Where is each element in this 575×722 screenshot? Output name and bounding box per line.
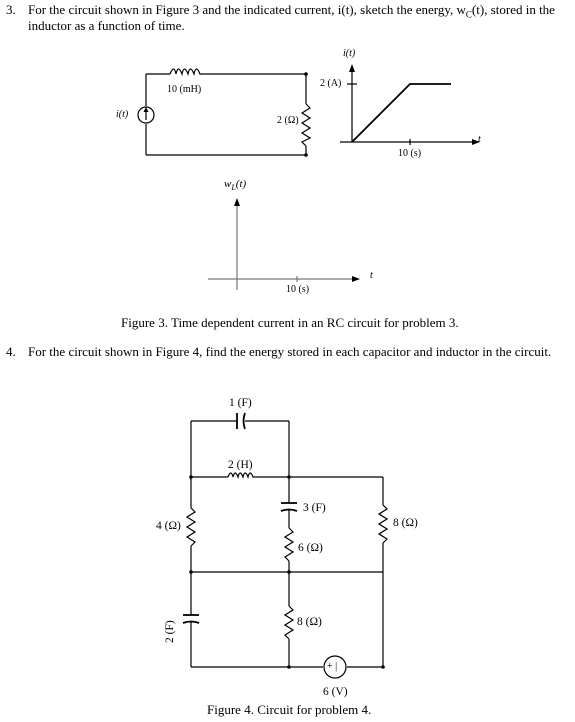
figure4-inductor-coil xyxy=(228,473,257,477)
figure4-cap-1f-label: 1 (F) xyxy=(229,397,252,409)
figure4-capacitor-3f xyxy=(281,503,297,511)
problem3-line1-start: For the circuit shown in Figure 3 and the indicated current, i(t), sketch the energy, w xyxy=(28,2,466,17)
figure4-cap-2f-label: 2 (F) xyxy=(164,620,176,643)
figure4-capacitor-2f xyxy=(183,615,199,623)
problem3-line1-end: (t), stored in the xyxy=(471,2,555,17)
figure3-source-label: i(t) xyxy=(116,109,129,120)
problem4-text: For the circuit shown in Figure 4, find the energy stored in each capacitor and inductor in the circuit. xyxy=(28,344,552,359)
problem4-number: 4. xyxy=(6,344,16,359)
energy-plot-y-label-w: w xyxy=(224,178,232,190)
figure3-caption: Figure 3. Time dependent current in an RC circuit for problem 3. xyxy=(121,315,459,330)
energy-plot-x-tick-label: 10 (s) xyxy=(286,284,310,295)
energy-plot-x-label: t xyxy=(370,270,373,281)
figure4-resistor-4ohm xyxy=(187,508,195,546)
figure4-source-sign: + | xyxy=(327,661,338,672)
figure3-inductor-label: 10 (mH) xyxy=(167,84,202,95)
current-plot-x-label: t xyxy=(478,134,481,145)
figure4-source-label: 6 (V) xyxy=(323,686,348,698)
current-plot-y-label: i(t) xyxy=(343,48,356,59)
problem3-line1-subscript: C xyxy=(465,9,472,20)
current-plot-y-tick-label: 2 (A) xyxy=(320,78,342,89)
figure4-cap-3f-label: 3 (F) xyxy=(303,502,326,514)
figure4-resistor-8ohm-bottom xyxy=(285,606,293,639)
figure4-res-6ohm-label: 6 (Ω) xyxy=(298,542,323,554)
figure3-resistor-label: 2 (Ω) xyxy=(277,115,299,126)
energy-plot-y-label-end: (t) xyxy=(235,178,247,190)
problem3-text-line2: inductor as a function of time. xyxy=(28,18,185,33)
figure4-resistor-8ohm-right xyxy=(379,505,387,543)
figure4-inductor-label: 2 (H) xyxy=(228,459,253,471)
figure4-res-8ohm-bottom-label: 8 (Ω) xyxy=(297,616,322,628)
energy-plot-y-label-sub: L xyxy=(231,183,236,193)
figure4-res-4ohm-label: 4 (Ω) xyxy=(156,520,181,532)
current-plot-x-tick-label: 10 (s) xyxy=(398,148,422,159)
figure4-res-8ohm-right-label: 8 (Ω) xyxy=(393,517,418,529)
figure4-capacitor-1f xyxy=(237,413,245,429)
problem3-number: 3. xyxy=(6,2,16,17)
figure4-resistor-6ohm xyxy=(285,528,293,561)
figure4-caption: Figure 4. Circuit for problem 4. xyxy=(207,702,372,717)
